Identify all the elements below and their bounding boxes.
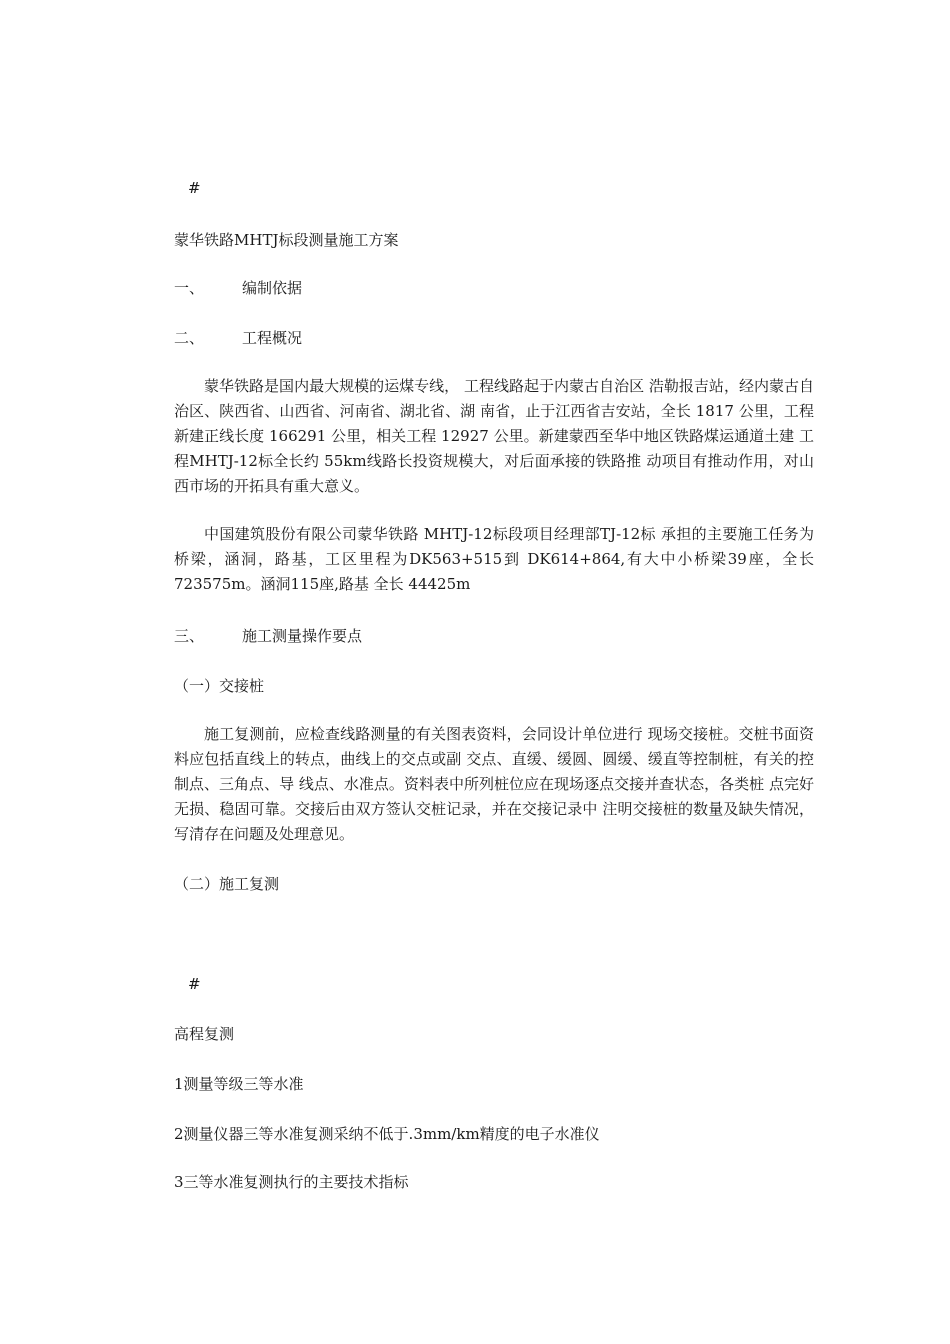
list-item: 1测量等级三等水准 [174,1075,304,1093]
section-heading-1 [174,278,302,298]
section-number: 三、 [174,627,205,645]
subsection-heading-1: （一）交接桩 [174,677,265,695]
section-number: 二、 [174,329,205,347]
list-item: 3三等水准复测执行的主要技术指标 [174,1173,409,1191]
subsection-heading-2: （二）施工复测 [174,875,280,893]
section-label: 编制依据 [242,279,303,297]
paragraph-text: 中国建筑股份有限公司蒙华铁路 MHTJ-12标段项目经理部TJ-12标 承担的主要施工任务为桥梁，涵洞，路基，工区里程为DK563+515到 DK614+864,有大中小桥梁39座，全长 723575m。涵洞115座,路基 全长 44425m [174,525,814,593]
document-title: 蒙华铁路MHTJ标段测量施工方案 [174,231,399,249]
section-label: 施工测量操作要点 [242,627,363,645]
page-marker: # [188,975,201,993]
paragraph-handover [174,722,814,847]
paragraph-contractor [174,522,814,597]
section-label: 工程概况 [242,329,303,347]
paragraph-text: 蒙华铁路是国内最大规模的运煤专线， 工程线路起于内蒙古自治区 浩勒报吉站，经内蒙古自治区、陕西省、山西省、河南省、湖北省、湖 南省，止于江西省吉安站，全长 1817 公里，工程新建正线长度 166291 公里，相关工程 12927 公里。新建蒙西至华中地区铁路煤运通道土建 工程MHTJ-12标全长约 55km线路长投资规模大，对后面承接的铁路推 动项目有推动作用，对山西市场的开拓具有重大意义。 [174,377,814,495]
section-number: 一、 [174,279,205,297]
heading-elevation-resurvey: 高程复测 [174,1025,235,1043]
section-heading-2 [174,328,302,348]
list-item: 2测量仪器三等水准复测采纳不低于.3mm/km精度的电子水准仪 [174,1125,600,1143]
paragraph-project-overview [174,374,814,499]
section-heading-3 [174,626,362,646]
page-marker: # [188,179,201,197]
paragraph-text: 施工复测前，应检查线路测量的有关图表资料，会同设计单位进行 现场交接桩。交桩书面资料应包括直线上的转点，曲线上的交点或副 交点、直缓、缓圆、圆缓、缓直等控制桩，有关的控制点、三角点、导 线点、水准点。资料表中所列桩位应在现场逐点交接并查状态，各类桩 点完好无损、稳固可靠。交接后由双方签认交桩记录，并在交接记录中 注明交接桩的数量及缺失情况，写清存在问题及处理意见。 [174,725,814,843]
